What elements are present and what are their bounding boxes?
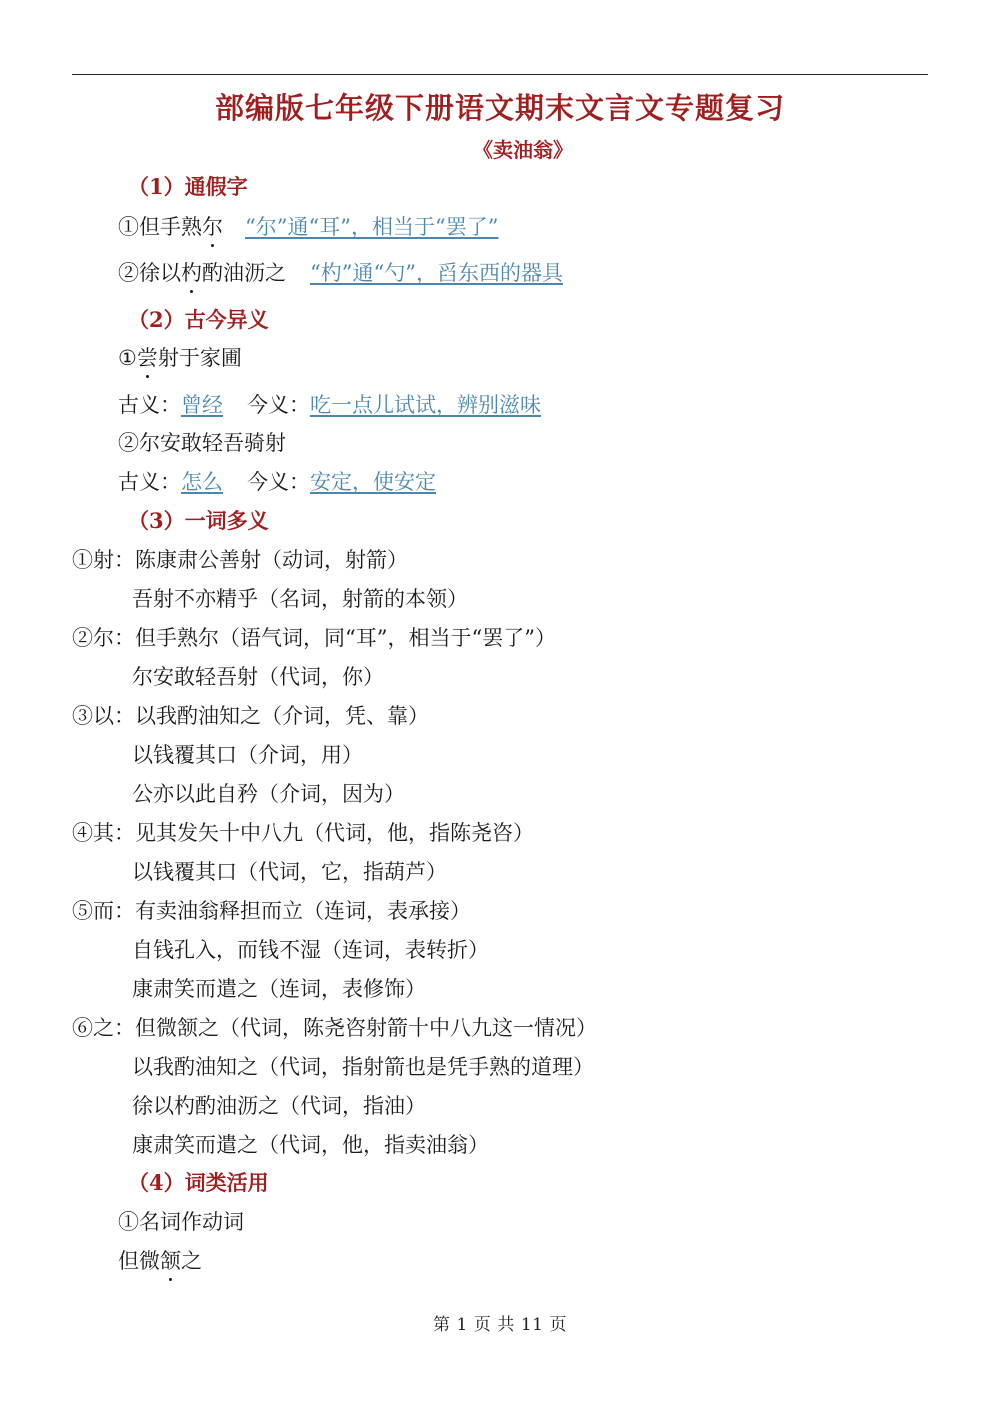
polysemy-line: 康肃笑而遣之（连词，表修饰） [132, 977, 426, 1001]
item-text: ① [118, 346, 137, 370]
section-heading-yiciduoyi: （3）一词多义 [128, 508, 269, 533]
polysemy-line: 以我酌油知之（代词，指射箭也是凭手熟的道理） [132, 1055, 594, 1079]
page-total: 11 [520, 1315, 544, 1335]
tongjia-item-2 [118, 258, 563, 288]
huoyong-example [118, 1246, 202, 1276]
polysemy-line: 康肃笑而遣之（代词，他，指卖油翁） [132, 1133, 489, 1157]
section-heading-cileihuoyong: （4）词类活用 [128, 1170, 269, 1195]
answer: 相当于“罢了” [371, 215, 499, 239]
top-rule [72, 74, 928, 75]
answer: 通 [287, 215, 309, 239]
footer-text: 共 [497, 1315, 515, 1335]
gu-label: 古义： [118, 393, 181, 417]
section-heading-tongjiazi: （1）通假字 [128, 174, 248, 199]
section-heading-gujinyiyi: （2）古今异义 [128, 307, 269, 332]
polysemy-line: 自钱孔入，而钱不湿（连词，表转折） [132, 938, 489, 962]
answer: 怎么 [181, 470, 223, 494]
answer: “勺” [373, 261, 416, 285]
answer: 吃一点儿试试，辨别滋味 [310, 393, 541, 417]
polysemy-line: 公亦以此自矜（介词，因为） [132, 782, 405, 806]
page-subtitle: 《卖油翁》 [473, 138, 573, 162]
item-text: 之 [181, 1249, 202, 1273]
page-number: 1 [456, 1315, 468, 1335]
emphasis-char: 尝 [137, 343, 158, 373]
gujin-item-2: ②尔安敢轻吾骑射 [118, 431, 286, 455]
polysemy-line: ⑥之：但微颔之（代词，陈尧咨射箭十中八九这一情况） [72, 1016, 597, 1040]
gujin-gloss-1 [118, 390, 541, 420]
gujin-gloss-2 [118, 467, 436, 497]
footer-text: 第 [433, 1315, 451, 1335]
polysemy-line: ⑤而：有卖油翁释担而立（连词，表承接） [72, 899, 471, 923]
polysemy-line: 尔安敢轻吾射（代词，你） [132, 665, 384, 689]
item-text: ①但手熟 [118, 215, 202, 239]
jin-label: 今义： [247, 393, 310, 417]
page-footer [0, 1310, 1000, 1335]
answer: “杓” [310, 261, 353, 285]
polysemy-line: 以钱覆其口（代词，它，指葫芦） [132, 860, 447, 884]
item-text: 酌油沥之 [202, 261, 286, 285]
huoyong-item-1: ①名词作动词 [118, 1210, 244, 1234]
answer: 安定，使安定 [310, 470, 436, 494]
polysemy-line: ③以：以我酌油知之（介词，凭、靠） [72, 704, 429, 728]
polysemy-line: 以钱覆其口（介词，用） [132, 743, 363, 767]
answer: 曾经 [181, 393, 223, 417]
answer: “尔” [245, 215, 288, 239]
emphasis-char: 杓 [181, 258, 202, 288]
answer: 舀东西的器具 [436, 261, 563, 285]
polysemy-line: ②尔：但手熟尔（语气词，同“耳”，相当于“罢了”） [72, 626, 556, 650]
footer-text: 页 [473, 1315, 492, 1335]
answer: ， [415, 261, 437, 285]
tongjia-item-1 [118, 212, 498, 242]
polysemy-line: 吾射不亦精乎（名词，射箭的本领） [132, 587, 468, 611]
jin-label: 今义： [247, 470, 310, 494]
answer: ， [350, 215, 372, 239]
emphasis-char: 颔 [160, 1246, 181, 1276]
answer: “耳” [308, 215, 351, 239]
footer-text: 页 [549, 1315, 567, 1335]
gu-label: 古义： [118, 470, 181, 494]
item-text: ②徐以 [118, 261, 181, 285]
gujin-item-1 [118, 343, 242, 373]
item-text: 但微 [118, 1249, 160, 1273]
item-text: 射于家圃 [157, 346, 242, 370]
polysemy-line: ①射：陈康肃公善射（动词，射箭） [72, 548, 408, 572]
page-title: 部编版七年级下册语文期末文言文专题复习 [214, 91, 785, 125]
polysemy-line: 徐以杓酌油沥之（代词，指油） [132, 1094, 426, 1118]
emphasis-char: 尔 [202, 212, 223, 242]
polysemy-line: ④其：见其发矢十中八九（代词，他，指陈尧咨） [72, 821, 534, 845]
answer: 通 [352, 261, 374, 285]
